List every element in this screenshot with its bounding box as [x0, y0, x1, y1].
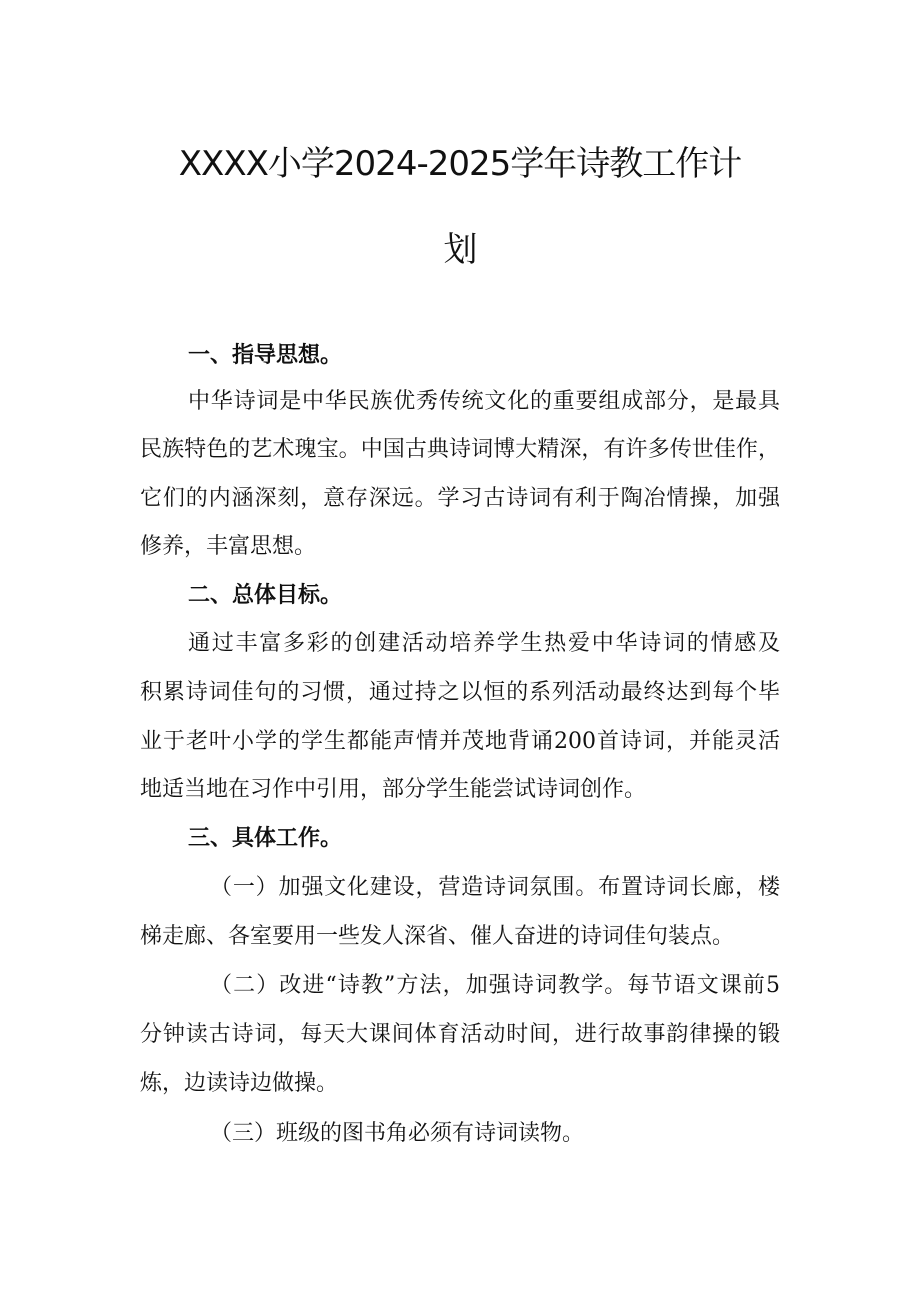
paragraph-line: 积累诗词佳句的习惯，通过持之以恒的系列活动最终达到每个毕: [140, 680, 780, 705]
paragraph-line: 地适当地在习作中引用，部分学生能尝试诗词创作。: [140, 777, 647, 802]
list-item-line: 炼，边读诗边做操。: [140, 1071, 339, 1096]
list-item-line: 梯走廊、各室要用一些发人深省、催人奋进的诗词佳句装点。: [140, 924, 735, 949]
section-heading-overall-goal: 二、总体目标。: [188, 583, 343, 608]
paragraph-line: 中华诗词是中华民族优秀传统文化的重要组成部分，是最具: [188, 389, 780, 414]
list-item-line: 分钟读古诗词，每天大课间体育活动时间，进行故事韵律操的锻: [140, 1022, 780, 1047]
paragraph-line: 民族特色的艺术瑰宝。中国古典诗词博大精深，有许多传世佳作，: [140, 437, 780, 462]
paragraph-line: 它们的内涵深刻，意存深远。学习古诗词有利于陶冶情操，加强: [140, 486, 780, 511]
paragraph-line: 通过丰富多彩的创建活动培养学生热爱中华诗词的情感及: [188, 631, 780, 656]
section-heading-specific-work: 三、具体工作。: [188, 826, 343, 851]
document-title-line-2: 划: [443, 230, 477, 270]
paragraph-line: 业于老叶小学的学生都能声情并茂地背诵200首诗词，并能灵活: [140, 729, 780, 754]
paragraph-line: 修养，丰富思想。: [140, 534, 317, 559]
list-item-line: （一）加强文化建设，营造诗词氛围。布置诗词长廊，楼: [210, 875, 780, 900]
section-heading-guiding-thought: 一、指导思想。: [188, 343, 343, 368]
list-item-line: （三）班级的图书角必须有诗词读物。: [210, 1121, 585, 1146]
document-title-line-1: XXXX小学2024-2025学年诗教工作计: [178, 144, 742, 184]
list-item-line: （二）改进“诗教”方法，加强诗词教学。每节语文课前5: [210, 973, 780, 998]
